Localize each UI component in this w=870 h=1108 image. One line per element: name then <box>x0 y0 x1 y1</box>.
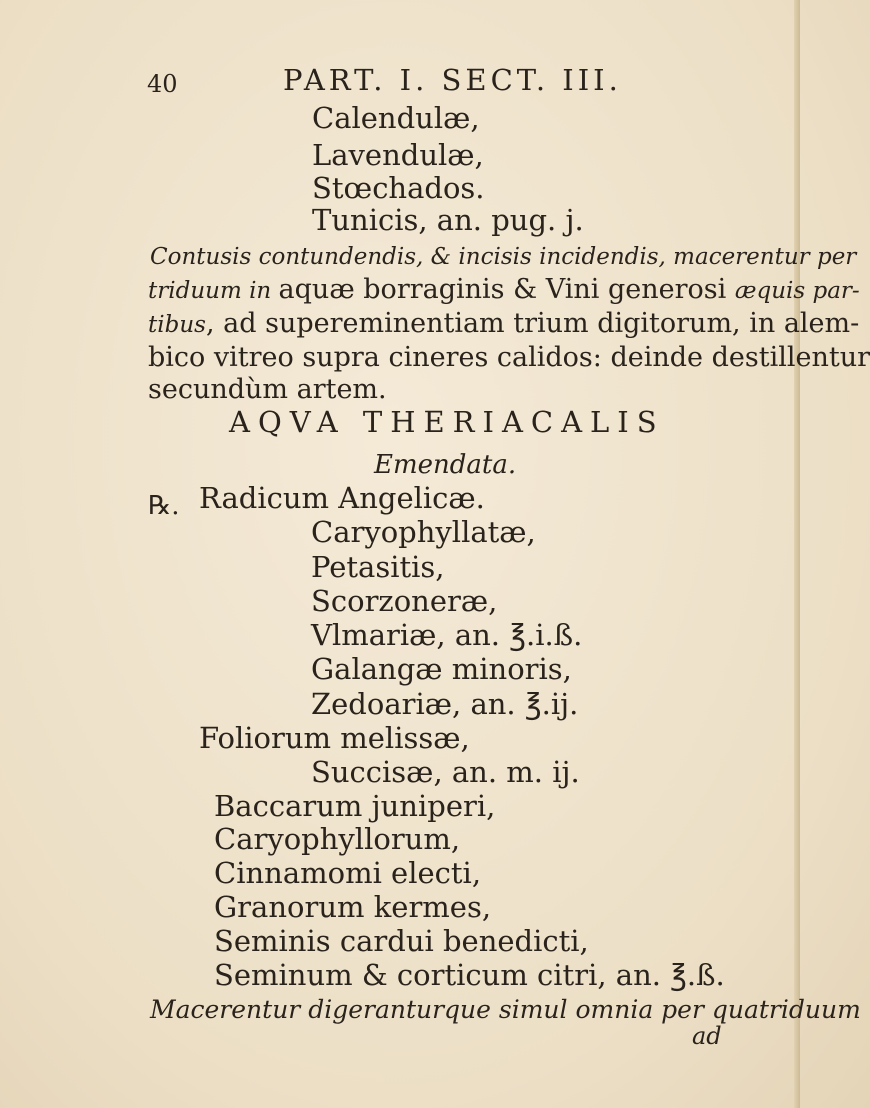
section-subtitle: Emendata. <box>374 450 517 480</box>
recipe-line: Caryophyllatæ, <box>311 515 536 549</box>
recipe-line: Succisæ, an. m. ij. <box>311 755 580 789</box>
paragraph-line <box>148 310 859 337</box>
recipe-line: Seminis cardui benedicti, <box>214 924 589 958</box>
catchword: ad <box>692 1022 722 1050</box>
recipe-line: Baccarum juniperi, <box>214 789 496 823</box>
page-number: 40 <box>147 70 178 98</box>
paragraph-segment: , ad supereminentiam trium digitorum, in alem- <box>205 308 860 339</box>
paragraph-segment: secundùm artem. <box>148 374 387 405</box>
ingredient-line: Lavendulæ, <box>312 138 484 172</box>
running-header: PART. I. SECT. III. <box>283 63 622 97</box>
paragraph-segment: æquis par- <box>734 278 860 304</box>
recipe-line: Zedoariæ, an. ℥.ij. <box>311 687 579 721</box>
recipe-line: Petasitis, <box>311 550 445 584</box>
closing-line: Macerentur digeranturque simul omnia per quatriduum <box>150 995 861 1024</box>
recipe-line: Seminum & corticum citri, an. ℥.ß. <box>214 958 725 992</box>
recipe-line: Scorzoneræ, <box>311 584 498 618</box>
paragraph-segment: triduum in <box>148 278 279 304</box>
paragraph-line <box>148 276 860 303</box>
section-title: AQVA THERIACALIS <box>229 405 665 439</box>
page-edge <box>794 0 800 1108</box>
recipe-symbol: ℞. <box>148 491 180 521</box>
paragraph-segment: aquæ borraginis & Vini generosi <box>278 274 735 305</box>
paragraph-line <box>148 344 870 371</box>
ingredient-line: Stœchados. <box>312 171 485 205</box>
paragraph-line <box>148 376 387 403</box>
recipe-line: Radicum Angelicæ. <box>199 481 485 515</box>
paragraph-segment: Contusis contundendis, & incisis incidendis, macerentur per <box>150 244 857 270</box>
recipe-line: Cinnamomi electi, <box>214 856 482 890</box>
recipe-line: Caryophyllorum, <box>214 822 461 856</box>
recipe-line: Granorum kermes, <box>214 890 492 924</box>
paragraph-segment: bico vitreo supra cineres calidos: deinde destillentur <box>148 342 870 373</box>
recipe-line: Galangæ minoris, <box>311 652 572 686</box>
recipe-line: Vlmariæ, an. ℥.i.ß. <box>311 618 583 652</box>
recipe-line: Foliorum melissæ, <box>199 721 470 755</box>
ingredient-line: Tunicis, an. pug. j. <box>312 203 584 237</box>
paragraph-line <box>150 242 856 269</box>
ingredient-line: Calendulæ, <box>312 101 480 135</box>
paragraph-segment: tibus <box>148 312 206 338</box>
